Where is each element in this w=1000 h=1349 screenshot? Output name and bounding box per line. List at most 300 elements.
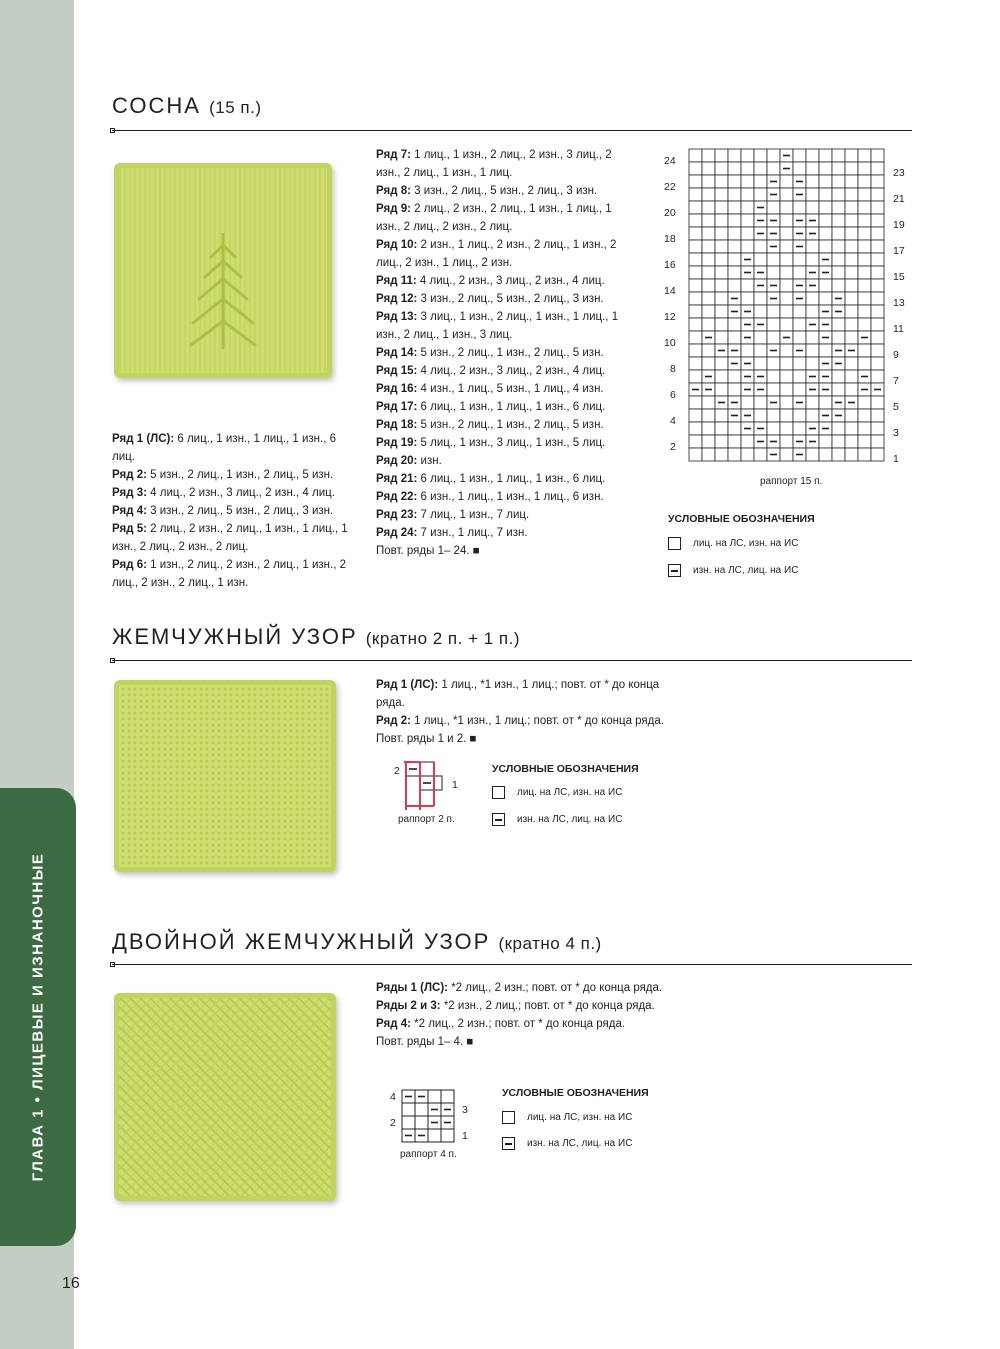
chart-cell (715, 227, 728, 240)
chart-cell (858, 305, 871, 318)
purl-symbol-icon (668, 564, 681, 577)
chart-row-label: 8 (670, 363, 676, 375)
chart-cell (689, 448, 702, 461)
chart-cell (741, 448, 754, 461)
instruction-row: Ряд 10: 2 изн., 1 лиц., 2 изн., 2 лиц., 1 изн., 2 лиц., 2 изн., 1 лиц., 2 изн. (376, 239, 617, 269)
instruction-row: Ряд 16: 4 изн., 1 лиц., 5 изн., 1 лиц., 4 изн. (376, 383, 604, 395)
double-seed-legend-title: УСЛОВНЫЕ ОБОЗНАЧЕНИЯ (502, 1087, 649, 1099)
seed-legend-purl: изн. на ЛС, лиц. на ИС (492, 813, 622, 826)
chart-cell (702, 266, 715, 279)
instruction-row: Ряд 5: 2 лиц., 2 изн., 2 лиц., 1 изн., 1 лиц., 1 изн., 2 лиц., 2 изн., 2 лиц. (112, 523, 348, 553)
pine-legend-knit: лиц. на ЛС, изн. на ИС (668, 537, 798, 550)
chart-cell (728, 383, 741, 396)
chart-cell (858, 201, 871, 214)
chart-cell (871, 448, 884, 461)
chart-cell (832, 188, 845, 201)
chart-cell (845, 266, 858, 279)
chart-cell (689, 240, 702, 253)
pine-instructions-right (376, 146, 638, 560)
chart-cell (715, 201, 728, 214)
chart-cell (728, 422, 741, 435)
double-seed-title: ДВОЙНОЙ ЖЕМЧУЖНЫЙ УЗОР (112, 929, 491, 954)
double-seed-swatch-photo (114, 993, 336, 1201)
chart-cell (871, 318, 884, 331)
chart-row-label: 2 (390, 1117, 396, 1129)
instruction-row: Ряд 2: 5 изн., 2 лиц., 1 изн., 2 лиц., 5 изн. (112, 469, 334, 481)
chart-cell (741, 149, 754, 162)
double-seed-legend-purl: изн. на ЛС, лиц. на ИС (502, 1137, 632, 1150)
instruction-row: Ряд 3: 4 лиц., 2 изн., 3 лиц., 2 изн., 4 лиц. (112, 487, 335, 499)
chart-cell (832, 162, 845, 175)
chart-cell (793, 318, 806, 331)
chart-cell (793, 331, 806, 344)
chart-cell (754, 344, 767, 357)
chapter-title: ГЛАВА 1 • ЛИЦЕВЫЕ И ИЗНАНОЧНЫЕ (29, 852, 47, 1182)
chart-cell (702, 396, 715, 409)
chart-cell (793, 201, 806, 214)
chart-cell (702, 175, 715, 188)
chart-cell (741, 279, 754, 292)
chart-cell (754, 305, 767, 318)
chart-row-label: 15 (893, 271, 905, 283)
chart-cell (871, 175, 884, 188)
chart-cell (715, 214, 728, 227)
chart-cell (741, 292, 754, 305)
chart-cell (780, 305, 793, 318)
chart-cell (793, 370, 806, 383)
chart-cell (741, 175, 754, 188)
chart-row-label: 3 (462, 1104, 468, 1116)
chart-cell (806, 162, 819, 175)
chart-cell (793, 149, 806, 162)
instruction-row: Ряд 1 (ЛС): 6 лиц., 1 изн., 1 лиц., 1 изн., 6 лиц. (112, 433, 337, 463)
chart-cell (871, 422, 884, 435)
chart-cell (689, 149, 702, 162)
chart-cell (780, 292, 793, 305)
chart-cell (715, 305, 728, 318)
chart-cell (728, 149, 741, 162)
section-title-seed (112, 624, 520, 650)
chart-cell (728, 318, 741, 331)
chart-cell (767, 331, 780, 344)
chart-cell (806, 344, 819, 357)
chart-cell (832, 227, 845, 240)
section-title-double-seed (112, 929, 602, 955)
chart-cell (858, 279, 871, 292)
repeat-note: Повт. ряды 1 и 2. ■ (376, 733, 477, 745)
instruction-row: Ряд 24: 7 изн., 1 лиц., 7 изн. (376, 527, 528, 539)
chart-cell (741, 344, 754, 357)
chart-cell (832, 331, 845, 344)
chart-cell (806, 396, 819, 409)
chart-cell (858, 344, 871, 357)
instruction-row: Ряд 6: 1 изн., 2 лиц., 2 изн., 2 лиц., 1 изн., 2 лиц., 2 изн., 2 лиц., 1 изн. (112, 559, 347, 589)
chart-cell (767, 318, 780, 331)
chart-cell (793, 253, 806, 266)
chart-cell (871, 409, 884, 422)
chart-cell (858, 162, 871, 175)
chart-cell (845, 240, 858, 253)
chart-cell (780, 188, 793, 201)
chart-cell (832, 266, 845, 279)
chart-row-label: 23 (893, 167, 905, 179)
chart-cell (845, 318, 858, 331)
chart-cell (702, 240, 715, 253)
chart-cell (715, 149, 728, 162)
double-seed-repeat-caption: раппорт 4 п. (400, 1149, 457, 1160)
chart-row-label: 16 (664, 259, 676, 271)
chart-cell (858, 318, 871, 331)
chart-cell (780, 318, 793, 331)
chart-cell (806, 201, 819, 214)
chart-cell (858, 214, 871, 227)
chart-cell (715, 331, 728, 344)
chart-row-label: 1 (452, 779, 458, 791)
chart-cell (780, 240, 793, 253)
chart-row-label: 12 (664, 311, 676, 323)
chart-cell (871, 396, 884, 409)
chart-cell (767, 357, 780, 370)
chart-cell (702, 409, 715, 422)
instruction-row: Ряд 18: 5 изн., 2 лиц., 1 изн., 2 лиц., 5 изн. (376, 419, 604, 431)
chart-cell (806, 331, 819, 344)
double-seed-chart-grid (400, 1088, 458, 1146)
repeat-note: Повт. ряды 1– 24. ■ (376, 545, 480, 557)
seed-subtitle: (кратно 2 п. + 1 п.) (365, 629, 520, 648)
chart-cell (728, 266, 741, 279)
chart-cell (702, 253, 715, 266)
chart-cell (858, 240, 871, 253)
chart-cell (702, 357, 715, 370)
chart-cell (793, 357, 806, 370)
repeat-note: Повт. ряды 1– 4. ■ (376, 1036, 474, 1048)
chart-cell (832, 448, 845, 461)
chart-cell (845, 422, 858, 435)
chart-cell (806, 409, 819, 422)
chart-cell (741, 162, 754, 175)
chart-cell (754, 162, 767, 175)
chart-cell (845, 214, 858, 227)
chart-cell (689, 357, 702, 370)
chart-cell (767, 201, 780, 214)
chart-cell (689, 162, 702, 175)
pine-swatch-photo (114, 163, 332, 378)
chart-cell (702, 448, 715, 461)
chart-row-label: 19 (893, 219, 905, 231)
chart-cell (845, 292, 858, 305)
seed-instructions (376, 676, 676, 748)
chart-cell (754, 188, 767, 201)
purl-symbol-icon (502, 1137, 515, 1150)
chart-cell (871, 240, 884, 253)
chart-row-label: 6 (670, 389, 676, 401)
chart-cell (871, 149, 884, 162)
chart-cell (754, 175, 767, 188)
chart-cell (845, 448, 858, 461)
pine-legend-purl: изн. на ЛС, лиц. на ИС (668, 564, 798, 577)
chart-row-label: 1 (462, 1130, 468, 1142)
chart-cell (793, 409, 806, 422)
chart-cell (806, 240, 819, 253)
chart-cell (689, 227, 702, 240)
chart-cell (767, 162, 780, 175)
purl-symbol-icon (492, 813, 505, 826)
pine-chart-grid (688, 148, 886, 466)
pine-title: СОСНА (112, 93, 201, 118)
chart-cell (715, 409, 728, 422)
instruction-row: Ряд 17: 6 лиц., 1 изн., 1 лиц., 1 изн., 6 лиц. (376, 401, 606, 413)
seed-title: ЖЕМЧУЖНЫЙ УЗОР (112, 624, 358, 649)
chart-cell (819, 292, 832, 305)
chart-row-label: 4 (390, 1091, 396, 1103)
chart-cell (715, 370, 728, 383)
section-rule (112, 660, 912, 661)
chart-cell (858, 266, 871, 279)
chart-cell (819, 162, 832, 175)
knit-symbol-icon (668, 537, 681, 550)
chart-cell (715, 435, 728, 448)
chart-cell (780, 370, 793, 383)
chart-cell (754, 409, 767, 422)
chart-cell (689, 370, 702, 383)
chart-cell (780, 422, 793, 435)
page-number: 16 (62, 1275, 80, 1292)
chart-cell (845, 188, 858, 201)
chart-cell (871, 435, 884, 448)
chart-cell (858, 435, 871, 448)
chart-cell (871, 292, 884, 305)
pine-subtitle: (15 п.) (209, 98, 262, 117)
chart-cell (689, 396, 702, 409)
chart-row-label: 18 (664, 233, 676, 245)
chart-cell (858, 357, 871, 370)
chart-row-label: 3 (893, 427, 899, 439)
chart-cell (858, 292, 871, 305)
chart-cell (715, 279, 728, 292)
chart-cell (728, 279, 741, 292)
chart-cell (819, 201, 832, 214)
chart-cell (702, 318, 715, 331)
chart-cell (728, 435, 741, 448)
chart-cell (780, 227, 793, 240)
chart-cell (702, 201, 715, 214)
double-seed-instructions (376, 979, 676, 1051)
chart-cell (728, 448, 741, 461)
chart-cell (845, 162, 858, 175)
chart-cell (845, 331, 858, 344)
chart-cell (858, 149, 871, 162)
chart-cell (832, 279, 845, 292)
chart-cell (845, 383, 858, 396)
chart-cell (702, 292, 715, 305)
chart-cell (845, 279, 858, 292)
chart-cell (741, 396, 754, 409)
chart-cell (819, 435, 832, 448)
chart-row-label: 2 (670, 441, 676, 453)
chart-cell (819, 279, 832, 292)
chart-cell (871, 279, 884, 292)
chart-row-label: 24 (664, 155, 676, 167)
chart-cell (767, 253, 780, 266)
section-rule (112, 130, 912, 131)
chart-cell (702, 344, 715, 357)
chart-cell (741, 214, 754, 227)
chart-cell (832, 383, 845, 396)
chart-cell (871, 331, 884, 344)
chart-cell (845, 435, 858, 448)
chart-cell (871, 214, 884, 227)
chart-cell (871, 344, 884, 357)
chart-row-label: 22 (664, 181, 676, 193)
chart-cell (689, 331, 702, 344)
instruction-row: Ряды 2 и 3: *2 изн., 2 лиц.; повт. от * до конца ряда. (376, 1000, 655, 1012)
chart-cell (819, 188, 832, 201)
chart-cell (702, 305, 715, 318)
chart-cell (689, 188, 702, 201)
chart-row-label: 5 (893, 401, 899, 413)
chart-cell (728, 175, 741, 188)
chart-cell (871, 162, 884, 175)
pine-repeat-caption: раппорт 15 п. (760, 476, 823, 487)
chart-cell (741, 435, 754, 448)
chart-row-label: 14 (664, 285, 676, 297)
instruction-row: Ряд 22: 6 изн., 1 лиц., 1 изн., 1 лиц., 6 изн. (376, 491, 604, 503)
chart-row-label: 1 (893, 453, 899, 465)
chart-cell (702, 227, 715, 240)
pine-legend-title: УСЛОВНЫЕ ОБОЗНАЧЕНИЯ (668, 513, 815, 525)
chart-cell (780, 435, 793, 448)
chart-cell (689, 279, 702, 292)
chart-cell (754, 448, 767, 461)
chart-row-label: 11 (893, 323, 904, 335)
chart-cell (845, 149, 858, 162)
chart-cell (832, 214, 845, 227)
chart-cell (845, 370, 858, 383)
chart-cell (832, 175, 845, 188)
chart-cell (741, 240, 754, 253)
chart-cell (819, 344, 832, 357)
instruction-row: Ряд 9: 2 лиц., 2 изн., 2 лиц., 1 изн., 1 лиц., 1 изн., 2 лиц., 2 изн., 2 лиц. (376, 203, 612, 233)
seed-legend-title: УСЛОВНЫЕ ОБОЗНАЧЕНИЯ (492, 763, 639, 775)
chart-cell (689, 175, 702, 188)
chart-cell (780, 279, 793, 292)
chart-cell (689, 292, 702, 305)
chart-cell (780, 266, 793, 279)
instruction-row: Ряд 23: 7 лиц., 1 изн., 7 лиц. (376, 509, 530, 521)
section-rule (112, 964, 912, 965)
chart-cell (780, 448, 793, 461)
chart-row-label: 20 (664, 207, 676, 219)
chart-cell (858, 409, 871, 422)
chart-cell (871, 227, 884, 240)
chart-cell (780, 253, 793, 266)
chart-row-label: 7 (893, 375, 899, 387)
seed-swatch-photo (114, 680, 336, 872)
chart-cell (754, 357, 767, 370)
chart-cell (832, 149, 845, 162)
chart-cell (793, 305, 806, 318)
chart-cell (806, 357, 819, 370)
chart-cell (858, 227, 871, 240)
chart-cell (689, 422, 702, 435)
chart-cell (715, 266, 728, 279)
chart-cell (689, 266, 702, 279)
chart-cell (767, 409, 780, 422)
chart-cell (780, 357, 793, 370)
chart-cell (832, 435, 845, 448)
chart-cell (689, 201, 702, 214)
chart-cell (780, 175, 793, 188)
instruction-row: Ряд 1 (ЛС): 1 лиц., *1 изн., 1 лиц.; повт. от * до конца ряда. (376, 679, 660, 709)
chart-cell (845, 357, 858, 370)
instruction-row: Ряд 7: 1 лиц., 1 изн., 2 лиц., 2 изн., 3 лиц., 2 изн., 2 лиц., 1 изн., 1 лиц. (376, 149, 612, 179)
chart-cell (832, 240, 845, 253)
chart-cell (767, 422, 780, 435)
instruction-row: Ряд 12: 3 изн., 2 лиц., 5 изн., 2 лиц., 3 изн. (376, 293, 604, 305)
instruction-row: Ряд 4: 3 изн., 2 лиц., 5 изн., 2 лиц., 3 изн. (112, 505, 334, 517)
chart-cell (767, 370, 780, 383)
instruction-row: Ряд 11: 4 лиц., 2 изн., 3 лиц., 2 изн., 4 лиц. (376, 275, 605, 287)
chart-cell (754, 396, 767, 409)
chart-cell (845, 201, 858, 214)
chart-cell (819, 240, 832, 253)
chart-cell (715, 240, 728, 253)
knit-symbol-icon (502, 1111, 515, 1124)
chart-cell (715, 292, 728, 305)
instruction-row: Ряд 4: *2 лиц., 2 изн.; повт. от * до конца ряда. (376, 1018, 626, 1030)
chart-cell (871, 305, 884, 318)
chart-cell (715, 253, 728, 266)
pine-instructions-left (112, 430, 352, 592)
chart-cell (728, 162, 741, 175)
chart-cell (858, 422, 871, 435)
chart-cell (754, 331, 767, 344)
chart-cell (702, 188, 715, 201)
chart-cell (767, 305, 780, 318)
chart-cell (754, 240, 767, 253)
chart-row-label: 13 (893, 297, 905, 309)
chart-cell (845, 305, 858, 318)
chart-row-label: 21 (893, 193, 905, 205)
chart-cell (728, 240, 741, 253)
chart-cell (728, 201, 741, 214)
chart-cell (741, 201, 754, 214)
chart-cell (715, 422, 728, 435)
chart-cell (819, 448, 832, 461)
chart-cell (806, 305, 819, 318)
chart-cell (806, 448, 819, 461)
chart-cell (689, 344, 702, 357)
chart-cell (793, 383, 806, 396)
section-title-pine (112, 93, 261, 119)
chart-cell (767, 383, 780, 396)
chart-cell (728, 214, 741, 227)
chart-cell (806, 188, 819, 201)
chart-cell (819, 149, 832, 162)
chart-cell (715, 383, 728, 396)
instruction-row: Ряд 19: 5 лиц., 1 изн., 3 лиц., 1 изн., 5 лиц. (376, 437, 606, 449)
seed-repeat-caption: раппорт 2 п. (398, 814, 455, 825)
chart-row-label: 9 (893, 349, 899, 361)
instruction-row: Ряд 8: 3 изн., 2 лиц., 5 изн., 2 лиц., 3 изн. (376, 185, 598, 197)
chart-cell (871, 266, 884, 279)
chart-cell (767, 149, 780, 162)
chart-cell (793, 422, 806, 435)
chart-cell (832, 370, 845, 383)
chart-cell (689, 409, 702, 422)
double-seed-subtitle: (кратно 4 п.) (498, 934, 602, 953)
chart-cell (871, 253, 884, 266)
